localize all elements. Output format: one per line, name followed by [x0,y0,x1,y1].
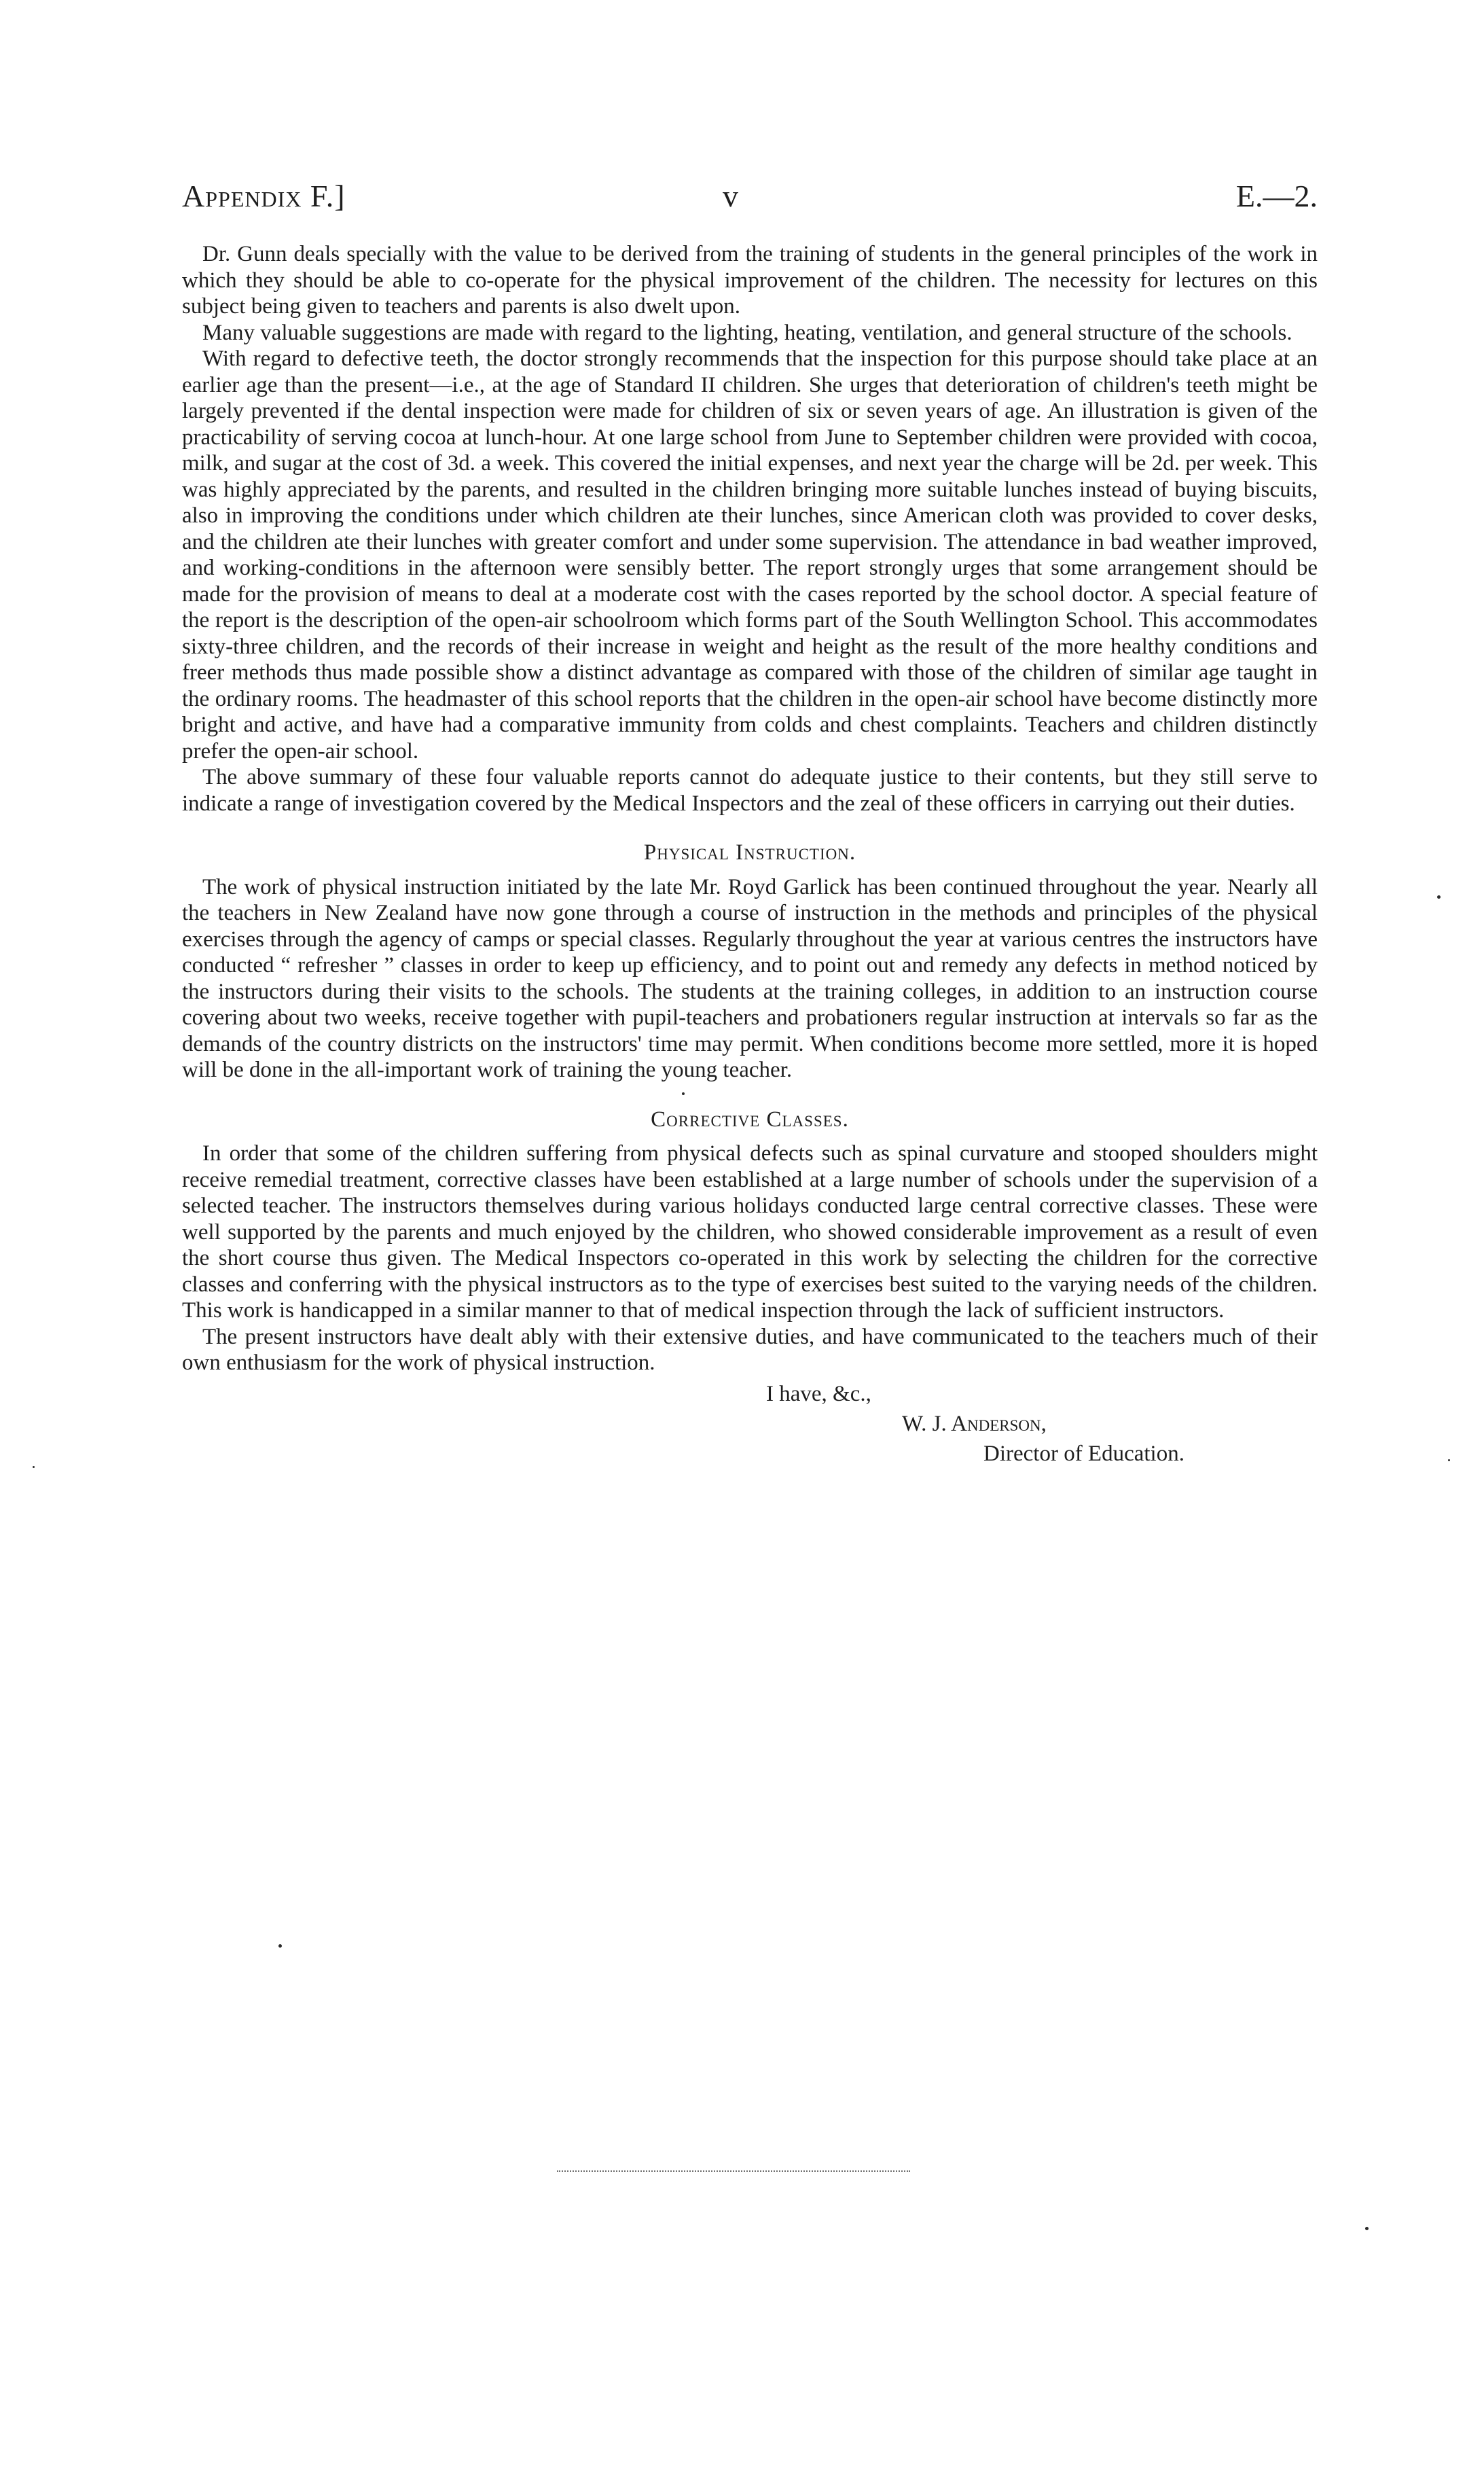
paragraph-suggestions: Many valuable suggestions are made with regard to the lighting, heating, ventilation, and general structure of the schools. [202,320,1292,345]
document-code: E.—2. [1235,179,1318,213]
paragraph-summary: The above summary of these four valuable reports cannot do adequate justice to their contents, but they still serve to indicate a range of investigation covered by the Medical Inspectors and the zeal of these officers in carrying out their duties. [182,765,1318,816]
paragraph-present-instructors: The present instructors have dealt ably with their extensive duties, and have communicated to the teachers much of their own enthusiasm for the work of physical instruction. [182,1324,1318,1375]
paragraph-training: Dr. Gunn deals specially with the value to be derived from the training of students in the general principles of the work in which they should be able to co-operate for the physical improvement of the children. The necessity for lectures on this subject being given to teachers and parents is also dwelt upon. [182,242,1318,319]
end-rule [557,2170,910,2172]
signatory-name: W. J. Anderson, [902,1411,1047,1436]
scan-speck [278,1944,282,1948]
appendix-label: Appendix F.] [182,179,346,213]
paragraph-defective-teeth: With regard to defective teeth, the doctor strongly recommends that the inspection for this purpose should take place at an earlier age than the present—i.e., at the age of Standard II children. She urges that deterioration of children's teeth might be largely prevented if the dental inspection were made for children of six or seven years of age. An illustration is given of the practicability of serving cocoa at lunch-hour. At one large school from June to September children were provided with cocoa, milk, and sugar at the cost of 3d. a week. This covered the initial expenses, and next year the charge will be 2d. per week. This was highly appreciated by the parents, and resulted in the children bringing more suitable lunches instead of buying biscuits, also in improving the conditions under which children ate their lunches, since American cloth was provided to cover desks, and the children ate their lunches with greater comfort and under some supervision. The attendance in bad weather improved, and working-conditions in the afternoon were sensibly better. The report strongly urges that some arrangement should be made for the provision of means to deal at a moderate cost with the cases reported by the school doctor. A special feature of the report is the description of the open-air schoolroom which forms part of the South Wellington School. This accommodates sixty-three children, and the records of their increase in weight and height as the result of the more healthy conditions and freer methods thus made possible show a distinct advantage as compared with those of the children of similar age taught in the ordinary rooms. The headmaster of this school reports that the children in the open-air school have become distinctly more bright and active, and have had a comparative immunity from colds and chest complaints. Teachers and children distinctly prefer the open-air school. [182,346,1318,764]
closing-salutation: I have, &c., [766,1381,871,1406]
paragraph-physical-instruction: The work of physical instruction initiated by the late Mr. Royd Garlick has been continued throughout the year. Nearly all the teachers in New Zealand have now gone through a course of instruction in the methods and principles of the physical exercises through the agency of camps or special classes. Regularly throughout the year at various centres the instructors have conducted “ refresher ” classes in order to keep up efficiency, and to point out and remedy any defects in method noticed by the instructors during their visits to the schools. The students at the training colleges, in addition to an instruction course covering about two weeks, receive together with pupil-teachers and probationers regular instruction at intervals so far as the demands of the country districts on the instructors' time may permit. When conditions become more settled, more it is hoped will be done in the all-important work of training the young teacher. [182,874,1318,1082]
page-header [182,178,1318,219]
scan-speck [1448,1459,1450,1461]
signatory-title: Director of Education. [983,1441,1184,1466]
scan-speck [682,1092,685,1095]
scan-speck [1365,2227,1369,2230]
heading-corrective-classes: Corrective Classes. [651,1107,849,1132]
document-body [182,241,1318,1469]
heading-physical-instruction: Physical Instruction. [643,840,856,865]
paragraph-corrective-classes: In order that some of the children suffering from physical defects such as spinal curvature and stooped shoulders might receive remedial treatment, corrective classes have been established at a large number of schools under the supervision of a selected teacher. The instructors themselves during various holidays conducted large central corrective classes. These were well supported by the parents and much enjoyed by the children, who showed considerable improvement as a result of even the short course thus given. The Medical Inspectors co-operated in this work by selecting the children for the corrective classes and conferring with the physical instructors as to the type of exercises best suited to the varying needs of the children. This work is handicapped in a similar manner to that of medical inspection through the lack of sufficient instructors. [182,1141,1318,1323]
page-number: v [723,179,738,213]
scan-speck [33,1466,35,1468]
scan-speck [1437,895,1441,899]
closing-signature [182,1379,1318,1469]
